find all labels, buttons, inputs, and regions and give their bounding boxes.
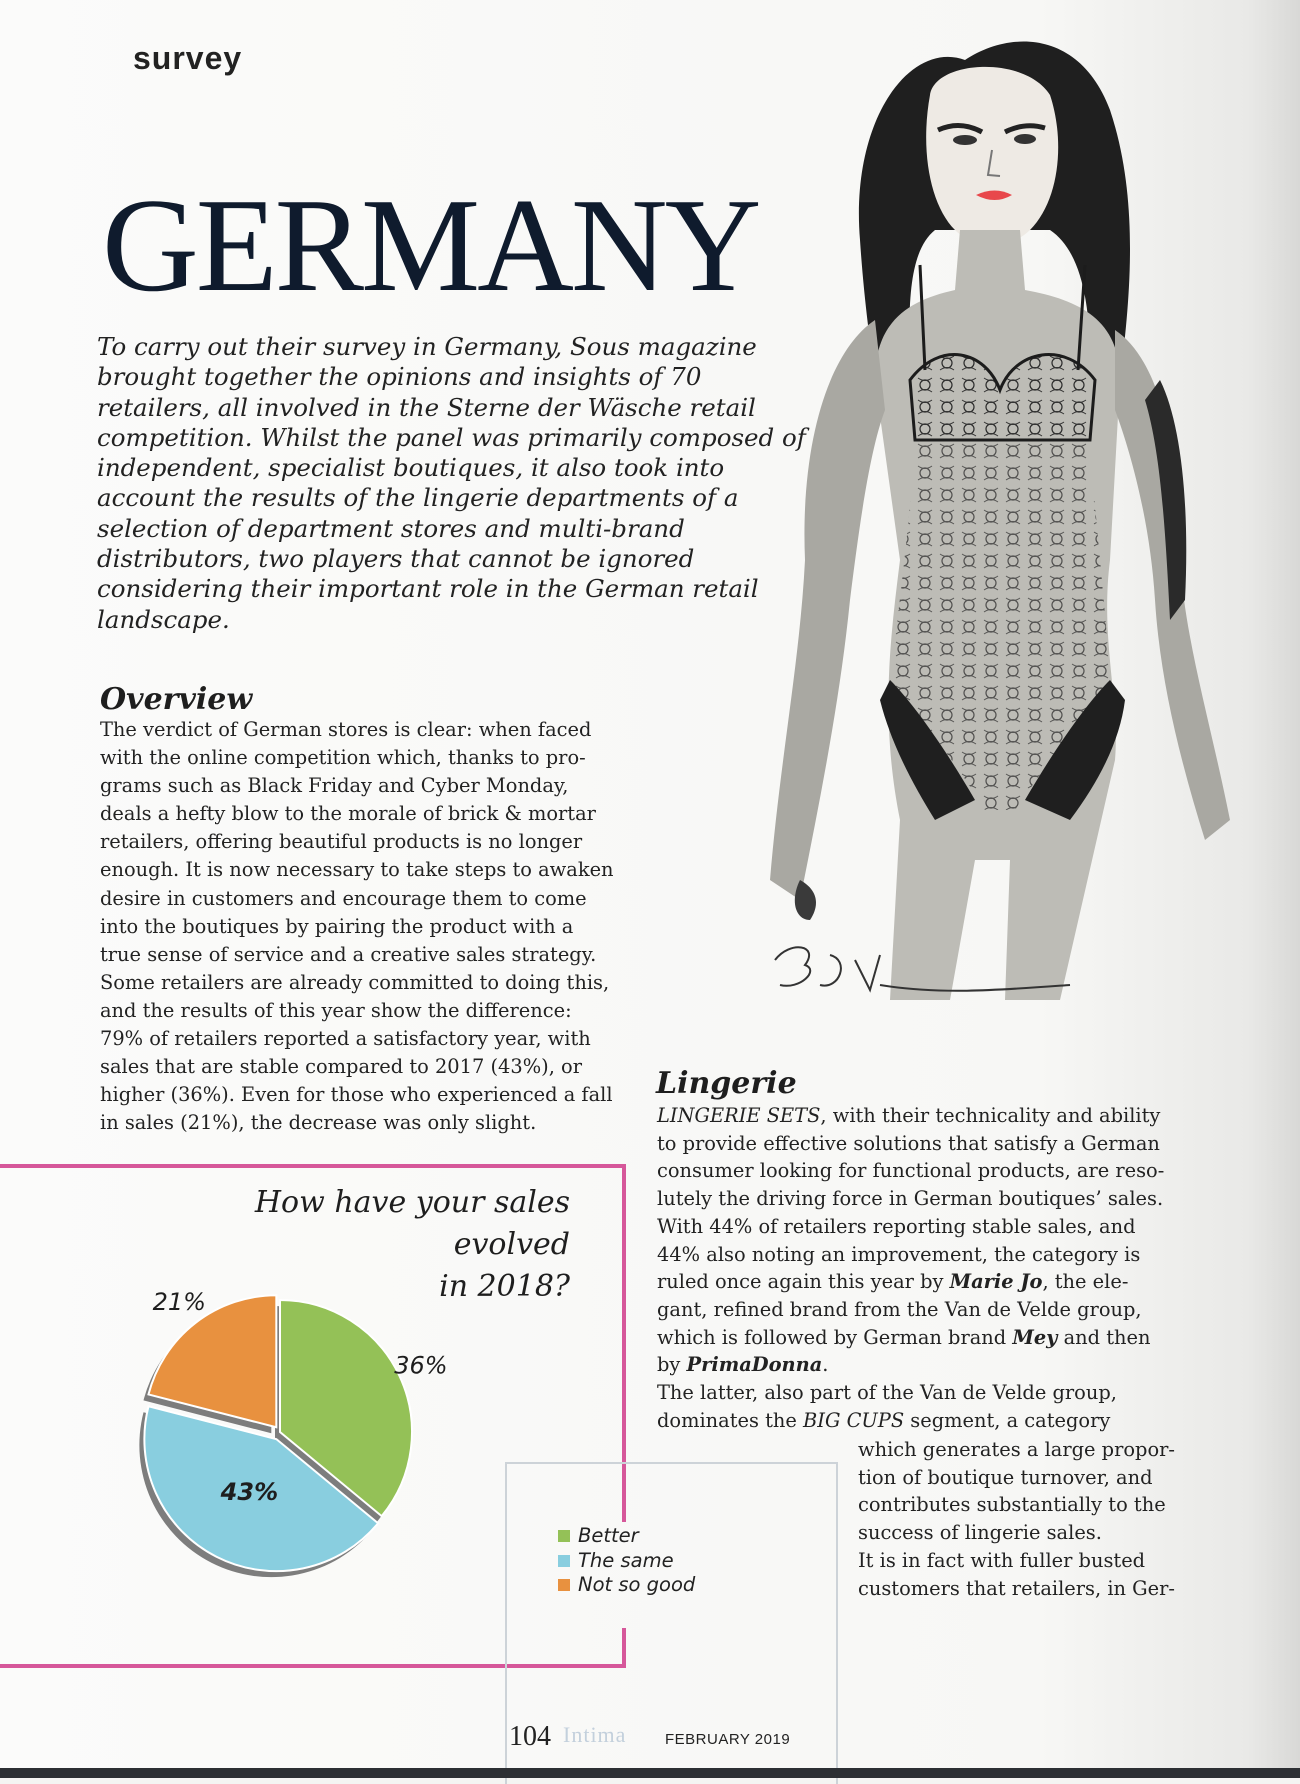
overview-line: in sales (21%), the decrease was only slight.: [100, 1111, 537, 1135]
lingerie-line: [657, 1102, 1197, 1130]
lingerie-line: which generates a large propor-: [858, 1438, 1175, 1461]
lingerie-line: lutely the driving force in German boutiques’ sales.: [657, 1187, 1164, 1211]
lingerie-paragraph-continued: [858, 1436, 1198, 1602]
face-shape: [926, 67, 1058, 245]
lingerie-line: [657, 1351, 1197, 1379]
legend-label: Better: [578, 1524, 639, 1547]
category-name: BIG CUPS: [803, 1408, 905, 1432]
lingerie-line: [657, 1324, 1197, 1352]
pie-label: 21%: [152, 1288, 206, 1317]
lingerie-paragraph: [657, 1102, 1197, 1434]
overview-line: retailers, offering beautiful products is no longer: [100, 830, 583, 854]
overview-line: into the boutiques by pairing the product with a: [100, 914, 574, 938]
legend-item-the-same: [558, 1549, 695, 1574]
left-arm-shape: [770, 320, 885, 900]
lingerie-line: gant, refined brand from the Van de Velde group,: [657, 1297, 1142, 1321]
overview-line: 79% of retailers reported a satisfactory year, with: [100, 1027, 591, 1051]
bottom-bar: [0, 1768, 1300, 1778]
intro-line: competition. Whilst the panel was primarily composed of: [97, 422, 806, 452]
category-name: LINGERIE SETS: [657, 1104, 821, 1127]
lingerie-text: ruled once again this year by: [657, 1270, 950, 1294]
overview-line: grams such as Black Friday and Cyber Monday,: [100, 774, 569, 798]
overview-line: desire in customers and encourage them to come: [100, 886, 587, 910]
lingerie-line: [657, 1268, 1197, 1296]
brand-name: Marie Jo: [949, 1270, 1043, 1294]
overview-line: enough. It is now necessary to take steps to awaken: [100, 858, 614, 882]
intro-line: brought together the opinions and insights of 70: [97, 362, 702, 392]
legend-swatch: [558, 1530, 570, 1542]
lingerie-line: success of lingerie sales.: [858, 1521, 1102, 1545]
legend-item-better: [558, 1524, 695, 1549]
intro-line: distributors, two players that cannot be ignored: [97, 544, 695, 574]
pie-label: 36%: [394, 1351, 448, 1380]
lingerie-line: 44% also noting an improvement, the category is: [657, 1242, 1141, 1266]
section-tag: survey: [133, 40, 243, 76]
lingerie-line: [657, 1407, 1197, 1435]
overview-line: true sense of service and a creative sales strategy.: [100, 942, 597, 966]
issue-date: FEBRUARY 2019: [665, 1731, 791, 1748]
lingerie-text: segment, a category: [904, 1408, 1111, 1432]
intro-line: To carry out their survey in Germany, Sous magazine: [97, 332, 757, 361]
intro-line: considering their important role in the German retail: [97, 574, 759, 604]
chart-frame-top: [0, 1164, 626, 1168]
overview-line: higher (36%). Even for those who experienced a fall: [100, 1083, 613, 1107]
overview-heading: Overview: [100, 682, 253, 717]
page-number: 104: [509, 1721, 551, 1752]
chart-legend: [558, 1524, 695, 1598]
overview-line: with the online competition which, thanks to pro-: [100, 746, 586, 770]
lingerie-heading: Lingerie: [656, 1066, 797, 1101]
lingerie-line: contributes substantially to the: [858, 1493, 1166, 1517]
intro-line: account the results of the lingerie departments of a: [97, 483, 739, 513]
lingerie-text: by: [657, 1353, 687, 1377]
lingerie-text: , the ele-: [1042, 1270, 1129, 1294]
lingerie-text: , with their technicality and ability: [820, 1104, 1161, 1127]
chart-title-line: in 2018?: [439, 1269, 570, 1304]
fashion-illustration: [760, 0, 1280, 1030]
page-title: GERMANY: [102, 171, 759, 319]
lingerie-line: consumer looking for functional products, are reso-: [657, 1159, 1165, 1183]
lingerie-text: .: [822, 1353, 829, 1377]
sales-pie-chart: [120, 1240, 500, 1600]
overview-line: deals a hefty blow to the morale of brick & mortar: [100, 802, 596, 826]
intro-line: landscape.: [97, 604, 230, 634]
lingerie-line: It is in fact with fuller busted: [858, 1548, 1146, 1572]
magazine-logo: Intima: [563, 1722, 627, 1747]
overview-line: and the results of this year show the difference:: [100, 998, 572, 1022]
intro-line: independent, specialist boutiques, it also took into: [97, 453, 725, 483]
legend-label: Not so good: [578, 1573, 696, 1596]
brand-name: PrimaDonna: [686, 1353, 823, 1377]
pie-label: 43%: [220, 1478, 279, 1507]
legend-label: The same: [578, 1548, 674, 1572]
intro-line: retailers, all involved in the Sterne der Wäsche retail: [97, 392, 756, 422]
intro-line: selection of department stores and multi-brand: [97, 513, 685, 543]
lingerie-line: With 44% of retailers reporting stable sales, and: [657, 1214, 1136, 1238]
overview-paragraph: [100, 716, 645, 1137]
lingerie-text: and then: [1057, 1325, 1151, 1349]
legend-item-not-so-good: [558, 1573, 695, 1598]
overview-line: The verdict of German stores is clear: when faced: [100, 718, 592, 741]
brand-name: Mey: [1012, 1325, 1058, 1349]
lingerie-text: which is followed by German brand: [657, 1325, 1013, 1349]
overview-line: Some retailers are already committed to doing this,: [100, 970, 610, 994]
lingerie-text: dominates the: [657, 1408, 804, 1432]
lingerie-line: customers that retailers, in Ger-: [858, 1576, 1175, 1600]
legend-swatch: [558, 1555, 570, 1567]
lingerie-line: to provide effective solutions that satisfy a German: [657, 1131, 1160, 1155]
intro-paragraph: [97, 332, 847, 635]
lingerie-line: The latter, also part of the Van de Velde group,: [657, 1381, 1117, 1405]
legend-swatch: [558, 1579, 570, 1591]
lingerie-line: tion of boutique turnover, and: [858, 1465, 1153, 1489]
chart-title-line: How have your sales evolved: [254, 1185, 570, 1262]
overview-line: sales that are stable compared to 2017 (43%), or: [100, 1055, 582, 1079]
